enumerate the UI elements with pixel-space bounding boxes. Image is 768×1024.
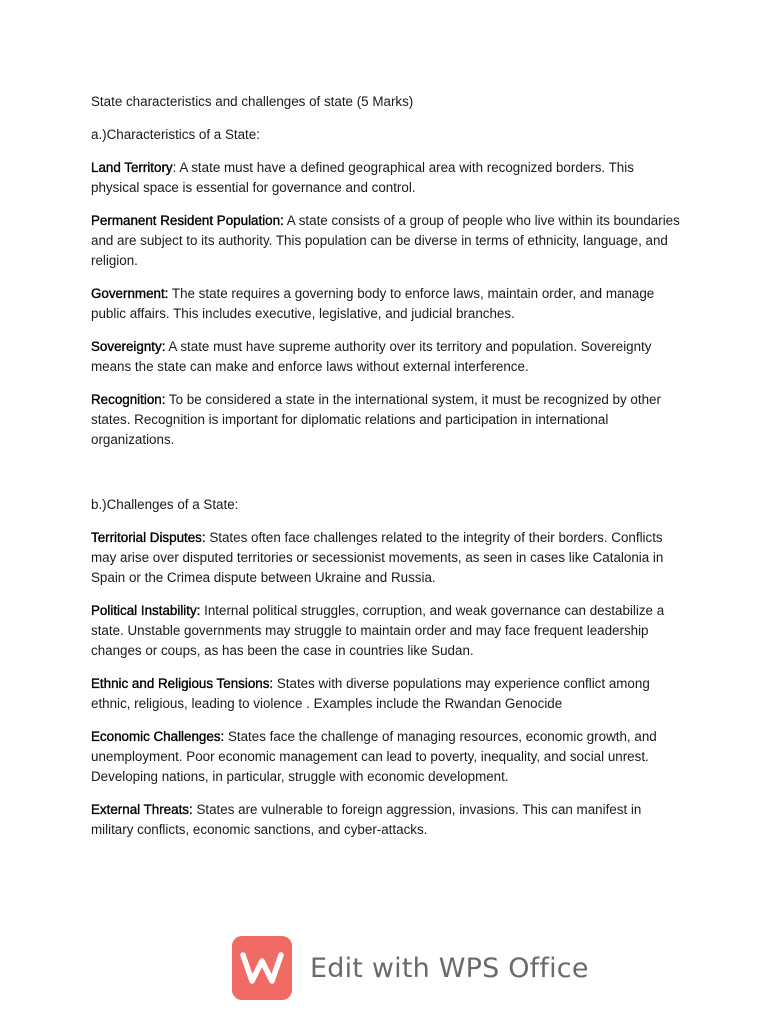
term-label: Government: [91, 286, 169, 301]
paragraph-political-instability [91, 601, 683, 661]
term-label: Political Instability: [91, 603, 201, 618]
paragraph-ethnic-religious [91, 674, 683, 714]
term-label: Recognition: [91, 392, 166, 407]
paragraph-population [91, 211, 683, 271]
paragraph-text: States are vulnerable to foreign aggression, invasions. This can manifest in military conflicts, economic sanctions, and cyber-attacks. [91, 802, 642, 837]
paragraph-government [91, 284, 683, 324]
term-label: External Threats: [91, 802, 193, 817]
wps-office-icon[interactable] [232, 936, 292, 1000]
term-label: Sovereignty: [91, 339, 166, 354]
paragraph-territorial-disputes [91, 528, 683, 588]
paragraph-economic-challenges [91, 727, 683, 787]
wps-w-glyph [240, 951, 284, 985]
term-label: Territorial Disputes: [91, 530, 206, 545]
edit-with-wps-label[interactable]: Edit with WPS Office [310, 952, 589, 984]
term-label: Economic Challenges: [91, 729, 225, 744]
paragraph-text: The state requires a governing body to enforce laws, maintain order, and manage public affairs. This includes executive, legislative, and judicial branches. [91, 286, 655, 321]
edit-with-wps-banner[interactable] [232, 936, 589, 1000]
document-title: State characteristics and challenges of state (5 Marks) [91, 94, 414, 109]
paragraph-text: States often face challenges related to the integrity of their borders. Conflicts may arise over disputed territories or secessionist movements, as seen in cases like Catalonia in Spain or the Crimea dispute between Ukraine and Russia. [91, 530, 664, 585]
term-label: Ethnic and Religious Tensions: [91, 676, 274, 691]
term-label: Permanent Resident Population: [91, 213, 284, 228]
paragraph-sovereignty [91, 337, 683, 377]
term-label: Land Territory [91, 160, 173, 175]
paragraph-external-threats [91, 800, 683, 840]
paragraph-recognition [91, 390, 683, 450]
section-heading-challenges: b.)Challenges of a State: [91, 497, 239, 512]
paragraph-text: A state must have supreme authority over its territory and population. Sovereignty means the state can make and enforce laws without external interference. [91, 339, 652, 374]
document-body [91, 92, 683, 853]
paragraph-land-territory [91, 158, 683, 198]
paragraph-text: States with diverse populations may experience conflict among ethnic, religious, leading to violence . Examples include the Rwandan Genocide [91, 676, 650, 711]
paragraph-text: Internal political struggles, corruption, and weak governance can destabilize a state. Unstable governments may struggle to maintain order and may face frequent leadership changes or coups, as has been the case in countries like Sudan. [91, 603, 665, 658]
paragraph-text: To be considered a state in the international system, it must be recognized by other states. Recognition is important for diplomatic relations and participation in international organizations. [91, 392, 661, 447]
paragraph-text: States face the challenge of managing resources, economic growth, and unemployment. Poor economic management can lead to poverty, inequality, and social unrest. Developing nations, in particular, struggle with economic development. [91, 729, 657, 784]
section-heading-characteristics: a.)Characteristics of a State: [91, 127, 260, 142]
paragraph-text: A state consists of a group of people who live within its boundaries and are subject to its authority. This population can be diverse in terms of ethnicity, language, and religion. [91, 213, 680, 268]
paragraph-text: : A state must have a defined geographical area with recognized borders. This physical space is essential for governance and control. [91, 160, 634, 195]
